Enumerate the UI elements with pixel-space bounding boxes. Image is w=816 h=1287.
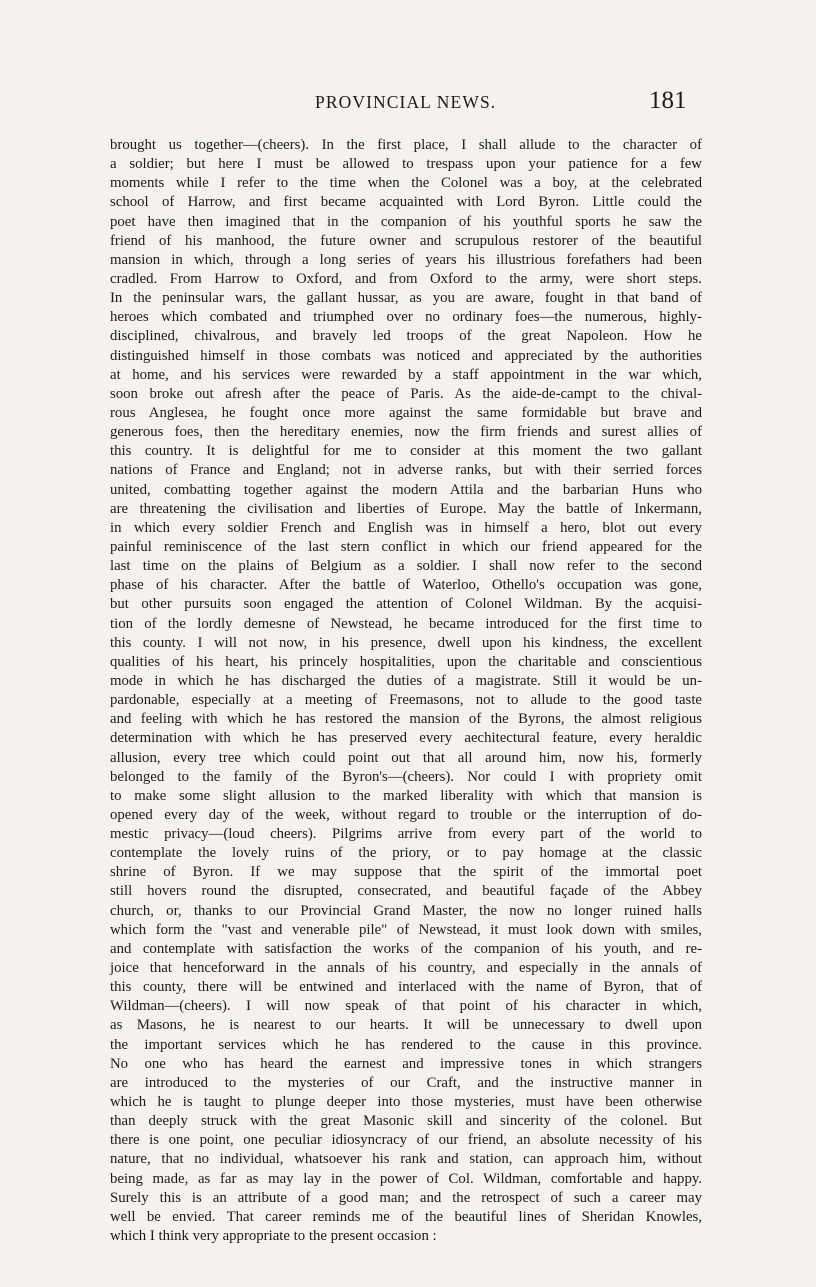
text-line: as Masons, he is nearest to our hearts. It will be unnecessary to dwell upon bbox=[110, 1017, 702, 1034]
text-line: soon broke out afresh after the peace of Paris. As the aide-de-campt to the chival- bbox=[110, 385, 702, 402]
text-line: nature, that no individual, whatsoever his rank and station, can approach him, without bbox=[110, 1151, 702, 1168]
text-line: which he is taught to plunge deeper into those mysteries, must have been otherwise bbox=[110, 1094, 702, 1111]
page-header bbox=[0, 88, 816, 128]
text-line: a soldier; but here I must be allowed to trespass upon your patience for a few bbox=[110, 156, 702, 173]
text-line: opened every day of the week, without regard to trouble or the interruption of do- bbox=[110, 806, 702, 823]
text-line: pardonable, especially at a meeting of Freemasons, not to allude to the good taste bbox=[110, 692, 702, 709]
text-line: mestic privacy—(loud cheers). Pilgrims arrive from every part of the world to bbox=[110, 826, 702, 843]
text-line: qualities of his heart, his princely hospitalities, upon the charitable and conscientious bbox=[110, 653, 702, 670]
text-line: mode in which he has discharged the duties of a magistrate. Still it would be un- bbox=[110, 672, 702, 689]
text-line: allusion, every tree which could point out that all around him, now his, formerly bbox=[110, 749, 702, 766]
text-line: friend of his manhood, the future owner and scrupulous restorer of the beautiful bbox=[110, 232, 702, 249]
text-line: No one who has heard the earnest and impressive tones in which strangers bbox=[110, 1055, 702, 1072]
text-line: poet have then imagined that in the companion of his youthful sports he saw the bbox=[110, 213, 702, 230]
running-title: PROVINCIAL NEWS. bbox=[315, 92, 497, 112]
text-line: and contemplate with satisfaction the works of the companion of his youth, and re- bbox=[110, 940, 702, 957]
text-line: mansion in which, through a long series of years his illustrious forefathers had been bbox=[110, 251, 702, 268]
text-line: at home, and his services were rewarded by a staff appointment in the war which, bbox=[110, 366, 702, 383]
text-line: school of Harrow, and first became acquainted with Lord Byron. Little could the bbox=[110, 194, 702, 211]
text-line: belonged to the family of the Byron's—(cheers). Nor could I with propriety omit bbox=[110, 768, 702, 785]
text-line: but other pursuits soon engaged the attention of Colonel Wildman. By the acquisi- bbox=[110, 596, 702, 613]
text-line: In the peninsular wars, the gallant hussar, as you are aware, fought in that band of bbox=[110, 290, 702, 307]
text-line: are threatening the civilisation and liberties of Europe. May the battle of Inkermann, bbox=[110, 500, 702, 517]
text-line: heroes which combated and triumphed over no ordinary foes—the numerous, highly- bbox=[110, 309, 702, 326]
text-line: nations of France and England; not in adverse ranks, but with their serried forces bbox=[110, 462, 702, 479]
text-line: rous Anglesea, he fought once more against the same formidable but brave and bbox=[110, 404, 702, 421]
text-line: which I think very appropriate to the present occasion : bbox=[110, 1228, 437, 1245]
text-line: tion of the lordly demesne of Newstead, he became introduced for the first time to bbox=[110, 615, 702, 632]
text-line: Surely this is an attribute of a good man; and the retrospect of such a career may bbox=[110, 1189, 702, 1206]
text-line: there is one point, one peculiar idiosyncracy of our friend, an absolute necessity of his bbox=[110, 1132, 702, 1149]
text-line: last time on the plains of Belgium as a soldier. I shall now refer to the second bbox=[110, 558, 702, 575]
text-line: to make some slight allusion to the marked liberality with which that mansion is bbox=[110, 787, 702, 804]
text-line: moments while I refer to the time when the Colonel was a boy, at the celebrated bbox=[110, 175, 702, 192]
page-number: 181 bbox=[649, 87, 687, 114]
text-line: this county. I will not now, in his presence, dwell upon his kindness, the excellent bbox=[110, 634, 702, 651]
text-line: brought us together—(cheers). In the first place, I shall allude to the character of bbox=[110, 137, 702, 153]
text-line: Wildman—(cheers). I will now speak of that point of his character in which, bbox=[110, 998, 702, 1015]
text-line: generous foes, then the hereditary enemies, now the firm friends and surest allies of bbox=[110, 424, 702, 441]
text-line: which form the "vast and venerable pile" of Newstead, it must look down with smiles, bbox=[110, 921, 702, 938]
body-text bbox=[110, 136, 702, 1246]
text-line: determination with which he has preserved every aechitectural feature, every heraldic bbox=[110, 730, 702, 747]
text-line: disciplined, chivalrous, and bravely led troops of the great Napoleon. How he bbox=[110, 328, 702, 345]
text-line: cradled. From Harrow to Oxford, and from Oxford to the army, were short steps. bbox=[110, 270, 702, 287]
text-line: this county, there will be entwined and interlaced with the name of Byron, that of bbox=[110, 979, 702, 996]
text-line: church, or, thanks to our Provincial Grand Master, the now no longer ruined halls bbox=[110, 902, 702, 919]
text-line: in which every soldier French and English was in himself a hero, blot out every bbox=[110, 519, 702, 536]
text-line: distinguished himself in those combats was noticed and appreciated by the authorities bbox=[110, 347, 702, 364]
text-line: than deeply struck with the great Masonic skill and sincerity of the colonel. But bbox=[110, 1113, 702, 1130]
text-line: shrine of Byron. If we may suppose that the spirit of the immortal poet bbox=[110, 864, 702, 881]
text-line: joice that henceforward in the annals of his country, and especially in the annals of bbox=[110, 960, 702, 977]
text-line: united, combatting together against the modern Attila and the barbarian Huns who bbox=[110, 481, 702, 498]
text-line: painful reminiscence of the last stern conflict in which our friend appeared for the bbox=[110, 538, 702, 555]
text-line: and feeling with which he has restored the mansion of the Byrons, the almost religious bbox=[110, 711, 702, 728]
text-line: phase of his character. After the battle of Waterloo, Othello's occupation was gone, bbox=[110, 577, 702, 594]
text-line: are introduced to the mysteries of our Craft, and the instructive manner in bbox=[110, 1074, 702, 1091]
text-line: contemplate the lovely ruins of the priory, or to pay homage at the classic bbox=[110, 845, 702, 862]
text-line: the important services which he has rendered to the cause in this province. bbox=[110, 1036, 702, 1053]
text-line: being made, as far as may lay in the power of Col. Wildman, comfortable and happy. bbox=[110, 1170, 702, 1187]
text-line: this country. It is delightful for me to consider at this moment the two gallant bbox=[110, 443, 702, 460]
text-line: still hovers round the disrupted, consecrated, and beautiful façade of the Abbey bbox=[110, 883, 702, 900]
text-line: well be envied. That career reminds me of the beautiful lines of Sheridan Knowles, bbox=[110, 1208, 702, 1225]
